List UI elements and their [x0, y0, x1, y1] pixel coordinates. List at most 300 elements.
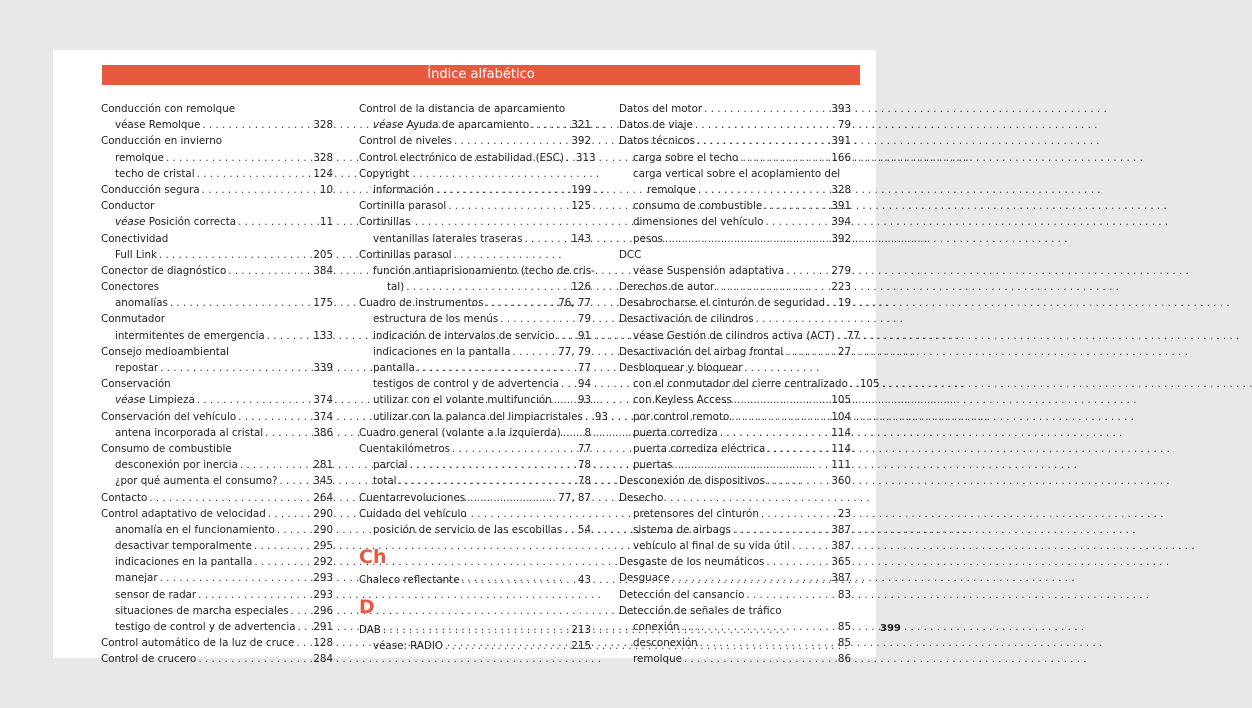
index-entry: [619, 538, 851, 554]
index-entry-label: sistema de airbags: [633, 523, 731, 536]
dot-leader: [149, 490, 311, 506]
index-entry-page[interactable]: 77: [846, 329, 860, 342]
index-entry-page[interactable]: 111: [831, 459, 851, 472]
index-entry: [619, 198, 851, 214]
dot-leader: [448, 198, 569, 214]
index-entry-page[interactable]: 8: [584, 426, 591, 439]
index-entry: [359, 279, 591, 295]
index-entry-label: véase Suspensión adaptativa: [633, 264, 785, 277]
index-entry: [359, 392, 591, 408]
dot-leader: [454, 133, 569, 149]
index-entry-label: pretensores del cinturón: [633, 507, 759, 520]
index-entry-label: Consumo de combustible: [101, 442, 232, 455]
index-entry: [619, 409, 851, 425]
dot-leader: [254, 538, 311, 554]
index-entry-page[interactable]: 77, 87: [558, 491, 591, 504]
index-entry: [619, 587, 851, 603]
index-entry-label: remolque: [115, 151, 164, 164]
index-entry-page[interactable]: 10: [319, 183, 333, 196]
index-entry-label: Cuidado del vehículo: [359, 507, 467, 520]
index-entry-page[interactable]: 394: [831, 216, 851, 229]
index-entry-page[interactable]: 205: [313, 248, 333, 261]
index-entry-page[interactable]: 11: [319, 216, 333, 229]
dot-leader: [665, 231, 829, 247]
index-entry-label: Control electrónico de estabilidad (ESC): [359, 151, 564, 164]
index-entry-label: intermitentes de emergencia: [115, 329, 265, 342]
index-entry-label: ¿por qué aumenta el consumo?: [115, 475, 278, 488]
index-entry-label: dimensiones del vehículo: [633, 216, 764, 229]
index-entry-label: Control adaptativo de velocidad: [101, 507, 266, 520]
index-entry-label: Datos técnicos: [619, 135, 695, 148]
index-entry: [101, 506, 333, 522]
index-entry: [359, 473, 591, 489]
index-entry: [359, 311, 591, 327]
index-page: [53, 50, 880, 666]
index-entry-page[interactable]: 83: [837, 588, 851, 601]
index-entry-page[interactable]: 43: [577, 574, 591, 587]
index-entry-label: Desabrocharse el cinturón de seguridad: [619, 297, 826, 310]
index-entry-label: véase Remolque: [115, 119, 201, 132]
index-entry-page[interactable]: 23: [837, 507, 851, 520]
index-entry: [619, 651, 851, 667]
index-entry: [619, 295, 851, 311]
index-entry-page[interactable]: 392: [831, 232, 851, 245]
index-entry-label: véase Posición correcta: [115, 216, 237, 229]
index-entry-page[interactable]: 328: [313, 119, 333, 132]
dot-leader: [681, 619, 835, 635]
dot-leader: [767, 441, 829, 457]
index-entry-page[interactable]: 79: [837, 119, 851, 132]
dot-leader: [761, 506, 836, 522]
dot-leader: [298, 619, 312, 635]
dot-leader: [240, 457, 312, 473]
index-entry-page[interactable]: 290: [313, 507, 333, 520]
index-entry-label: remolque: [647, 183, 696, 196]
index-entry-page[interactable]: 143: [571, 232, 591, 245]
dot-leader: [198, 651, 311, 667]
index-entry-page[interactable]: 386: [313, 426, 333, 439]
dot-leader: [837, 328, 845, 344]
index-entry: [101, 457, 333, 473]
dot-leader: [170, 295, 311, 311]
dot-leader: [524, 231, 569, 247]
index-entry-label: vehículo al final de su vida útil: [633, 540, 791, 553]
index-entry-page[interactable]: 293: [313, 588, 333, 601]
index-entry-label: con Keyless Access: [633, 394, 732, 407]
index-entry-label: pantalla: [373, 362, 415, 374]
index-entry: [101, 344, 333, 360]
index-entry-page[interactable]: 391: [831, 200, 851, 213]
index-entry-label: indicaciones en la pantalla: [373, 345, 511, 358]
index-entry-label: testigos de control y de advertencia: [373, 378, 559, 391]
index-entry-label: DCC: [619, 248, 642, 261]
index-entry-label: Cuadro de instrumentos: [359, 297, 484, 310]
dot-leader: [563, 425, 583, 441]
index-entry: [619, 522, 851, 538]
dot-leader: [697, 133, 829, 149]
index-entry-page[interactable]: 93: [577, 394, 591, 407]
index-entry-page[interactable]: 86: [837, 653, 851, 666]
dot-leader: [674, 457, 829, 473]
index-entry-label: Conservación del vehículo: [101, 410, 237, 423]
index-entry-page[interactable]: 264: [313, 491, 333, 504]
dot-leader: [531, 117, 569, 133]
index-entry-label: parcial: [373, 459, 408, 472]
index-entry-page[interactable]: 223: [831, 281, 851, 294]
index-entry-label: utilizar con la palanca del limpiacristales: [373, 410, 583, 423]
index-entry: [359, 457, 591, 473]
index-entry-page[interactable]: 199: [571, 183, 591, 196]
index-entry-page[interactable]: 76, 77: [558, 297, 591, 310]
index-entry-page[interactable]: 133: [313, 329, 333, 342]
index-entry: [101, 360, 333, 376]
index-entry-page[interactable]: 345: [313, 475, 333, 488]
index-entry-page[interactable]: 166: [831, 151, 851, 164]
index-entry-label: puerta corrediza eléctrica: [633, 442, 766, 455]
index-entry-label: anomalías: [115, 297, 168, 310]
index-entry: [101, 587, 333, 603]
index-entry: [359, 295, 591, 311]
index-entry: [359, 376, 591, 392]
index-entry-page[interactable]: 78: [577, 459, 591, 472]
index-entry: [359, 344, 591, 360]
index-entry-page[interactable]: 281: [313, 459, 333, 472]
dot-leader: [197, 392, 312, 408]
index-entry-label: puertas: [633, 459, 673, 472]
index-entry: [619, 392, 851, 408]
dot-leader: [767, 473, 829, 489]
index-entry-page[interactable]: 290: [313, 523, 333, 536]
index-entry: [101, 214, 333, 230]
index-entry: [619, 101, 851, 117]
page-title: Índice alfabético: [427, 67, 535, 82]
index-column-3: [619, 101, 880, 668]
index-entry-page[interactable]: 128: [313, 637, 333, 650]
dot-leader: [764, 198, 829, 214]
index-entry-page[interactable]: 27: [837, 345, 851, 358]
index-entry-page[interactable]: 77, 79: [558, 345, 591, 358]
index-entry: [101, 522, 333, 538]
index-entry-page[interactable]: 292: [313, 556, 333, 569]
index-entry-page[interactable]: 384: [313, 264, 333, 277]
index-entry: [101, 554, 333, 570]
index-entry-label: conexión: [633, 621, 680, 633]
dot-leader: [695, 117, 836, 133]
index-entry-label: consumo de combustible: [633, 200, 763, 213]
dot-leader: [585, 409, 593, 425]
index-entry: [359, 247, 591, 263]
index-entry-label: Conducción segura: [101, 183, 200, 196]
dot-leader: [704, 101, 829, 117]
index-entry-page[interactable]: 85: [837, 621, 851, 633]
index-entry-label: Consejo medioambiental: [101, 345, 230, 358]
dot-leader: [785, 344, 836, 360]
index-entry-label: Desactivación del airbag frontal: [619, 345, 784, 358]
index-entry: [101, 425, 333, 441]
index-entry: [619, 441, 851, 457]
index-entry: [619, 214, 851, 230]
index-entry: [101, 392, 333, 408]
index-entry-page[interactable]: 54: [577, 523, 591, 536]
index-entry-label: Desguace: [619, 572, 670, 585]
dot-leader: [198, 587, 311, 603]
index-entry-label: Desconexión de dispositivos: [619, 475, 765, 488]
index-entry: [619, 117, 851, 133]
index-entry-page[interactable]: 114: [831, 426, 851, 439]
index-entry-label: Desbloquear y bloquear: [619, 362, 743, 374]
dot-leader: [406, 279, 569, 295]
dot-leader: [684, 651, 836, 667]
index-entry-label: Cuentarrevoluciones: [359, 491, 466, 504]
index-column-2: [359, 101, 608, 655]
index-entry-label: Conector de diagnóstico: [101, 264, 227, 277]
index-entry-page[interactable]: 365: [831, 556, 851, 569]
dot-leader: [160, 570, 312, 586]
dot-leader: [291, 603, 312, 619]
index-entry-page[interactable]: 328: [313, 151, 333, 164]
index-entry-label: repostar: [115, 362, 159, 374]
index-entry-label: indicación de intervalos de servicio: [373, 329, 555, 342]
index-entry-page[interactable]: 85: [837, 637, 851, 650]
index-entry-label: Desgaste de los neumáticos: [619, 556, 765, 569]
index-entry-label: función antiaprisionamiento (techo de cris-: [373, 264, 595, 277]
index-entry-page[interactable]: 79: [577, 313, 591, 326]
dot-leader: [296, 635, 311, 651]
index-entry-label: total: [373, 475, 397, 488]
index-entry-label: información: [373, 183, 435, 196]
index-entry-page[interactable]: 114: [831, 442, 851, 455]
index-entry: [619, 554, 851, 570]
index-entry-label: Cuentakilómetros: [359, 442, 450, 455]
index-entry: [359, 117, 591, 133]
index-entry: [359, 101, 591, 117]
index-entry: [359, 522, 591, 538]
index-entry-label: utilizar con el volante multifunción: [373, 394, 552, 407]
dot-leader: [564, 522, 576, 538]
index-entry: [619, 506, 851, 522]
dot-leader: [166, 150, 311, 166]
index-entry: [619, 150, 851, 166]
dot-leader: [268, 506, 312, 522]
index-entry-label: situaciones de marcha especiales: [115, 604, 289, 617]
dot-leader: [740, 150, 829, 166]
dot-leader: [462, 572, 576, 588]
index-entry-label: Conmutador: [101, 313, 165, 326]
index-entry-label: Full Link: [115, 248, 157, 261]
index-entry: [619, 603, 851, 619]
index-entry-label: Detección de señales de tráfico: [619, 604, 782, 617]
index-entry: [101, 279, 333, 295]
index-entry: [101, 166, 333, 182]
index-entry: [101, 101, 333, 117]
index-entry-page[interactable]: 77: [577, 442, 591, 455]
dot-leader: [765, 214, 829, 230]
dot-leader: [746, 587, 835, 603]
index-entry-page[interactable]: 293: [313, 572, 333, 585]
index-entry: [101, 247, 333, 263]
index-entry-label: Cortinillas parasol: [359, 248, 452, 261]
dot-leader: [827, 295, 836, 311]
index-entry: [619, 619, 851, 635]
index-entry-page[interactable]: 77: [577, 362, 591, 374]
index-entry-label: Conducción con remolque: [101, 103, 236, 115]
index-entry-label: véase: RADIO: [373, 640, 444, 653]
index-entry-label: carga vertical sobre el acoplamiento del: [633, 167, 841, 180]
index-entry-label: Control de niveles: [359, 135, 453, 148]
dot-leader: [277, 522, 312, 538]
dot-leader: [410, 457, 576, 473]
index-entry-label: puerta corrediza: [633, 426, 718, 439]
dot-leader: [160, 360, 311, 376]
index-entry-page[interactable]: 124: [313, 167, 333, 180]
index-entry-page[interactable]: 387: [831, 523, 851, 536]
index-entry-page[interactable]: 387: [831, 540, 851, 553]
index-entry: [101, 651, 333, 667]
index-entry-page[interactable]: 91: [577, 329, 591, 342]
index-entry-label: DAB: [359, 624, 381, 637]
index-entry: [101, 133, 333, 149]
index-entry-page[interactable]: 374: [313, 394, 333, 407]
index-entry-label: estructura de los menús: [373, 313, 499, 326]
index-entry-label: véase Ayuda de aparcamiento: [373, 119, 530, 132]
index-entry-page[interactable]: 213: [571, 624, 591, 637]
index-entry-label: Cortinilla parasol: [359, 200, 447, 213]
index-entry: [359, 409, 608, 425]
index-entry: [359, 506, 591, 522]
dot-leader: [792, 538, 829, 554]
dot-leader: [700, 635, 836, 651]
index-entry-page[interactable]: 125: [571, 200, 591, 213]
index-entry-page[interactable]: 105: [831, 394, 851, 407]
index-entry-page[interactable]: 215: [571, 640, 591, 653]
index-entry-page[interactable]: 19: [837, 297, 851, 310]
index-entry: [619, 473, 851, 489]
index-entry-page[interactable]: 284: [313, 653, 333, 666]
dot-leader: [467, 490, 556, 506]
dot-leader: [202, 117, 311, 133]
index-entry: [619, 231, 851, 247]
index-entry-page[interactable]: 291: [313, 621, 333, 633]
index-entry-label: ventanillas laterales traseras: [373, 232, 523, 245]
index-entry-page[interactable]: 313: [575, 151, 596, 164]
section-letter: Ch: [359, 546, 387, 569]
dot-leader: [383, 622, 569, 638]
index-entry-page[interactable]: 104: [831, 410, 851, 423]
index-entry-page[interactable]: 393: [831, 103, 851, 115]
index-entry-label: pesos: [633, 232, 663, 245]
index-entry-label: carga sobre el techo: [633, 151, 739, 164]
index-entry: [101, 231, 333, 247]
dot-leader: [720, 425, 830, 441]
index-entry-label: Derechos de autor: [619, 281, 715, 294]
page-title-banner: [102, 65, 860, 85]
index-entry-label: posición de servicio de las escobillas: [373, 523, 563, 536]
index-entry-label: Cortinillas: [359, 216, 411, 229]
index-entry-page[interactable]: 94: [577, 378, 591, 391]
index-entry-page[interactable]: 391: [831, 135, 851, 148]
index-entry: [619, 635, 851, 651]
index-entry-label: desactivar temporalmente: [115, 540, 252, 553]
index-entry-label: Conservación: [101, 378, 171, 391]
index-entry-label: Desecho: [619, 491, 664, 504]
index-entry: [101, 295, 333, 311]
index-entry-label: Detección del cansancio: [619, 588, 745, 601]
index-entry-label: Control de crucero: [101, 653, 197, 666]
dot-leader: [417, 360, 576, 376]
index-entry-label: Conectividad: [101, 232, 169, 245]
index-entry: [359, 360, 591, 376]
index-entry-page[interactable]: 175: [313, 297, 333, 310]
index-entry: [101, 150, 333, 166]
index-entry-label: desconexión: [633, 637, 698, 650]
index-entry: [619, 263, 851, 279]
index-entry-page[interactable]: 126: [571, 281, 591, 294]
index-entry-label: desconexión por inercia: [115, 459, 238, 472]
index-entry: [359, 638, 591, 654]
index-entry-label: Datos de viaje: [619, 119, 693, 132]
index-entry-label: indicaciones en la pantalla: [115, 556, 253, 569]
dot-leader: [500, 311, 576, 327]
dot-leader: [202, 182, 318, 198]
index-entry-label: Chaleco reflectante: [359, 574, 460, 587]
index-entry-label: Desactivación de cilindros: [619, 313, 754, 326]
index-entry: [619, 279, 851, 295]
index-entry-label: sensor de radar: [115, 588, 197, 601]
index-entry-page[interactable]: 321: [571, 119, 591, 132]
index-entry-page[interactable]: 279: [831, 264, 851, 277]
index-entry-page[interactable]: 339: [313, 362, 333, 374]
dot-leader: [452, 441, 576, 457]
dot-leader: [512, 344, 556, 360]
index-entry-label: testigo de control y de advertencia: [115, 621, 296, 633]
index-entry-page[interactable]: 296: [313, 604, 333, 617]
index-entry-page[interactable]: 78: [577, 475, 591, 488]
index-entry-label: Contacto: [101, 491, 148, 504]
index-entry-label: Conducción en invierno: [101, 135, 223, 148]
index-entry-label: véase Limpieza: [115, 394, 195, 407]
index-entry-label: por control remoto: [633, 410, 730, 423]
dot-leader: [731, 409, 829, 425]
index-entry: [101, 570, 333, 586]
dot-leader: [733, 522, 829, 538]
index-entry-page[interactable]: 295: [313, 540, 333, 553]
index-entry-page[interactable]: 374: [313, 410, 333, 423]
index-entry-page[interactable]: 105: [859, 378, 880, 391]
index-entry: [359, 572, 591, 588]
index-entry-page[interactable]: 93: [594, 410, 608, 423]
dot-leader: [254, 554, 311, 570]
index-entry-label: techo de cristal: [115, 167, 195, 180]
index-entry-page[interactable]: 360: [831, 475, 851, 488]
dot-leader: [850, 376, 858, 392]
page-number: 399: [880, 623, 901, 634]
dot-leader: [197, 166, 312, 182]
index-entry: [101, 198, 333, 214]
index-entry: [359, 490, 591, 506]
dot-leader: [265, 425, 311, 441]
index-entry: [619, 360, 851, 376]
index-entry: [359, 425, 591, 441]
section-letter: D: [359, 596, 375, 619]
index-entry: [619, 457, 851, 473]
dot-leader: [734, 392, 829, 408]
index-entry-page[interactable]: 328: [831, 183, 851, 196]
dot-leader: [698, 182, 829, 198]
index-entry: [101, 409, 333, 425]
index-entry: [359, 133, 591, 149]
index-entry-page[interactable]: 387: [831, 572, 851, 585]
index-entry-page[interactable]: 392: [571, 135, 591, 148]
